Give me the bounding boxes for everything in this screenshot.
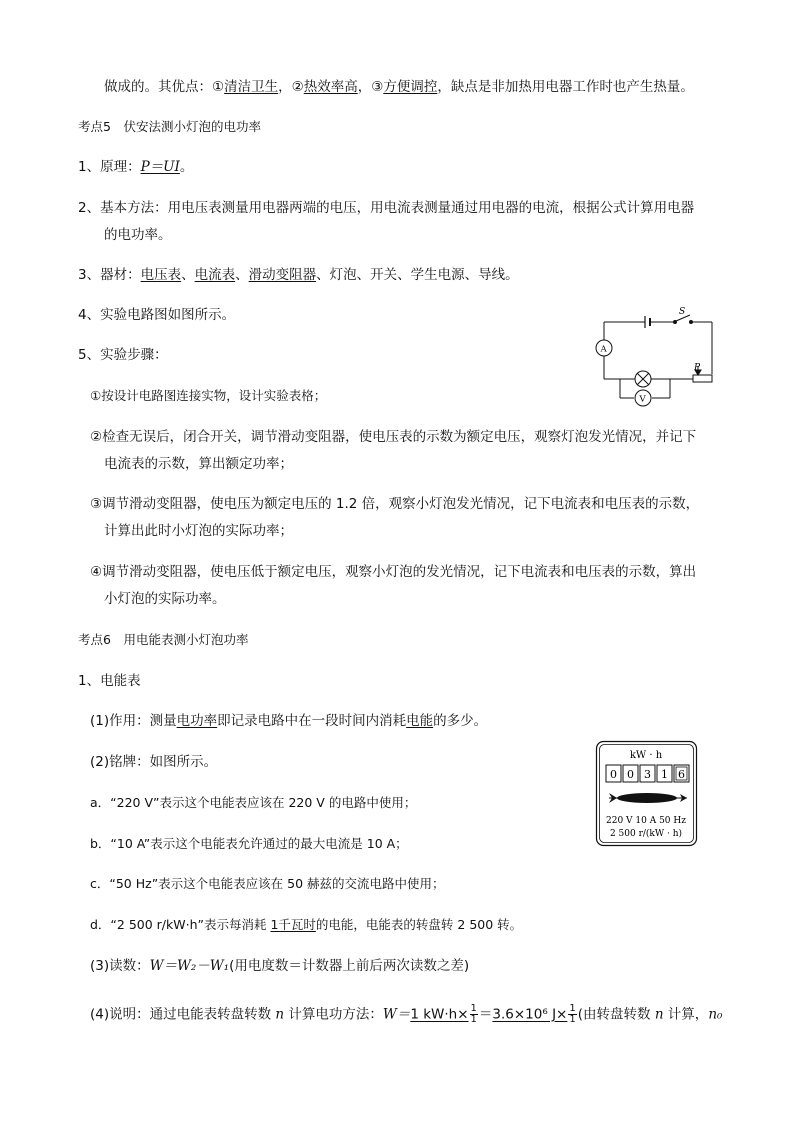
text-line: ④调节滑动变阻器，使电压低于额定电压，观察小灯泡的发光情况，记下电流表和电压表的示数，算出 — [90, 564, 697, 580]
meter-digit: 1 — [661, 768, 668, 781]
text-line: 2、基本方法：用电压表测量用电器两端的电压，用电流表测量通过用电器的电流，根据公式计算用电器 — [78, 200, 695, 216]
text-line: 1、原理：P＝UI。 — [78, 159, 194, 175]
fraction: $\frac{1}{1}$ — [569, 1003, 576, 1025]
text-line: a．“220 V”表示这个电能表应该在 220 V 的电路中使用； — [90, 795, 417, 810]
text-line: 3、器材：电压表、电流表、滑动变阻器、灯泡、开关、学生电源、导线。 — [78, 267, 519, 283]
slider-label: P — [694, 363, 701, 373]
meter-spec-revolutions: 2 500 r/(kW · h) — [609, 829, 683, 839]
meter-unit: kW · h — [629, 750, 663, 761]
text-line: ③调节滑动变阻器，使电压为额定电压的 1.2 倍，观察小灯泡发光情况，记下电流表和电压表的示数， — [90, 496, 700, 512]
formula-line: (4)说明：通过电能表转盘转数 n 计算电功方法：W＝1 kW·h× $\frac{1}{1}$ ＝3.6×10⁶ J× $\frac{1}{1}$ (由转盘转数 n 计算，n₀ — [90, 1003, 723, 1025]
text-line: 5、实验步骤： — [78, 347, 168, 363]
text-line: (2)铭牌：如图所示。 — [90, 754, 218, 770]
text-line: b．“10 A”表示这个电能表允许通过的最大电流是 10 A； — [90, 836, 408, 851]
text-line: 4、实验电路图如图所示。 — [78, 307, 236, 323]
text-line: 计算出此时小灯泡的实际功率； — [104, 523, 293, 539]
section-heading-5: 考点5 伏安法测小灯泡的电功率 — [78, 119, 261, 134]
section-heading-6: 考点6 用电能表测小灯泡功率 — [78, 632, 249, 647]
switch-label: S — [679, 307, 686, 317]
text-line: 做成的。其优点：①清洁卫生，②热效率高，③方便调控，缺点是非加热用电器工作时也产生热量。 — [104, 79, 694, 95]
text-line: c．“50 Hz”表示这个电能表应该在 50 赫兹的交流电路中使用； — [90, 876, 445, 891]
text-line: 小灯泡的实际功率。 — [104, 591, 226, 607]
fraction: $\frac{1}{1}$ — [470, 1003, 477, 1025]
text-line: ①按设计电路图连接实物，设计实验表格； — [90, 388, 327, 403]
text-line: 的电功率。 — [104, 227, 172, 243]
meter-digit: 6 — [678, 768, 685, 781]
ammeter-label: A — [600, 344, 607, 355]
text-line: d．“2 500 r/kW·h”表示每消耗 1千瓦时的电能，电能表的转盘转 2 500 转。 — [90, 917, 523, 932]
text-line: 1、电能表 — [78, 673, 141, 689]
meter-digit: 0 — [610, 768, 617, 781]
text-line: ②检查无误后，闭合开关，调节滑动变阻器，使电压表的示数为额定电压，观察灯泡发光情况，并记下 — [90, 429, 697, 445]
text-line: 电流表的示数，算出额定功率； — [104, 456, 293, 472]
text-line: (1)作用：测量电功率即记录电路中在一段时间内消耗电能的多少。 — [90, 713, 488, 729]
text-line: (3)读数：W＝W₂－W₁(用电度数＝计数器上前后两次读数之差) — [90, 958, 470, 974]
meter-spec-rating: 220 V 10 A 50 Hz — [606, 816, 686, 826]
electric-meter-diagram — [595, 740, 699, 848]
circuit-diagram — [590, 304, 722, 414]
voltmeter-label: V — [639, 394, 646, 405]
meter-digit: 0 — [627, 768, 634, 781]
meter-digit: 3 — [644, 768, 651, 781]
